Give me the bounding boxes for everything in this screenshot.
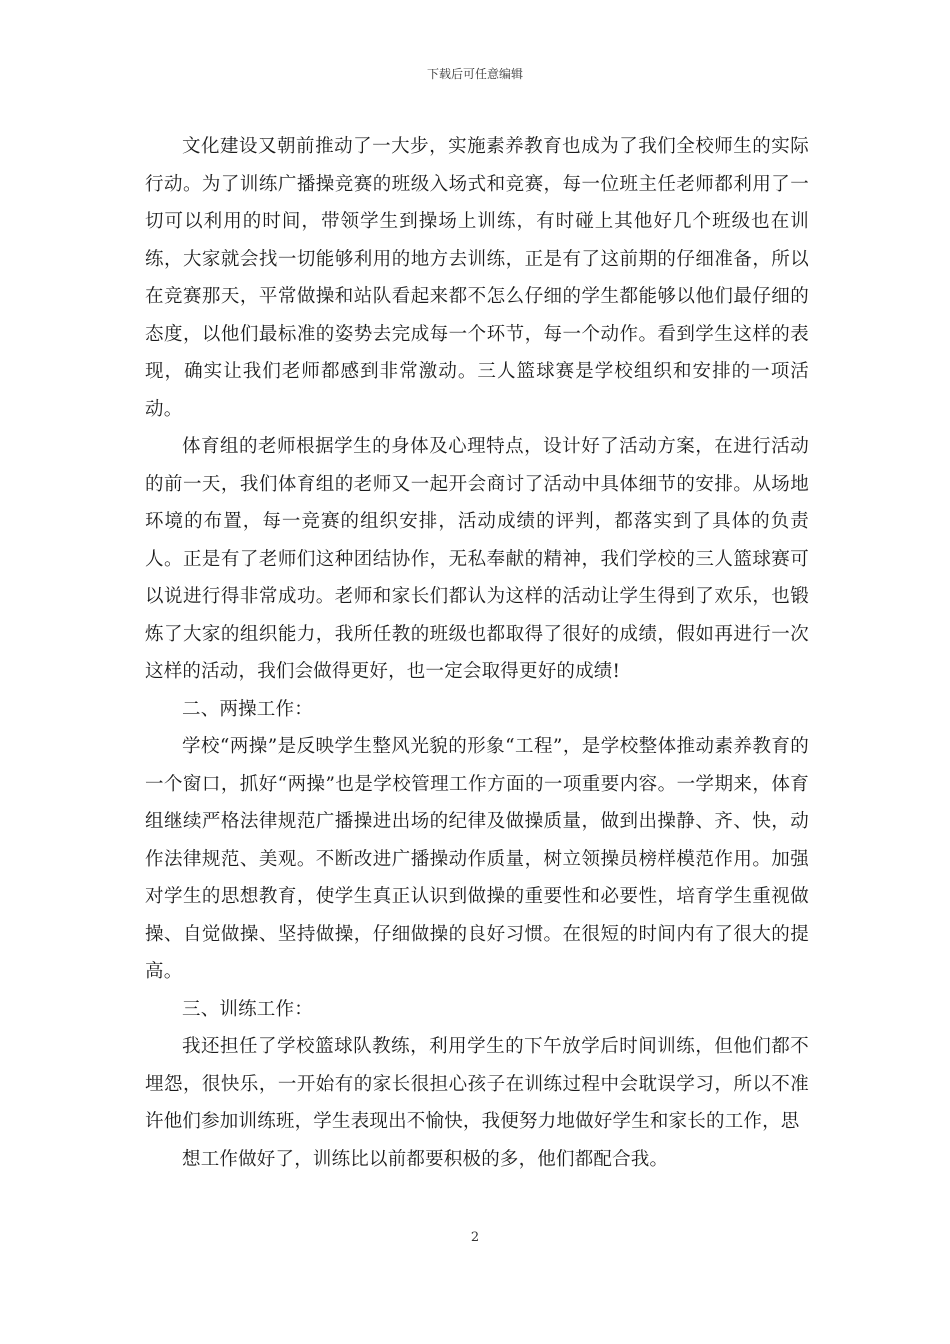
paragraph-pe-group-activity: 体育组的老师根据学生的身体及心理特点，设计好了活动方案，在进行活动的前一天，我们体育组的老师又一起开会商讨了活动中具体细节的安排。从场地环境的布置，每一竞赛的组织安排，活动成绩的评判，都落实到了具体的负责人。正是有了老师们这种团结协作，无私奉献的精神，我们学校的三人篮球赛可以说进行得非常成功。老师和家长们都认为这样的活动让学生得到了欢乐，也锻炼了大家的组织能力，我所任教的班级也都取得了很好的成绩，假如再进行一次这样的活动，我们会做得更好，也一定会取得更好的成绩! xyxy=(145,436,809,682)
document-body xyxy=(145,128,809,1178)
paragraph-two-exercises: 学校“两操”是反映学生整风光貌的形象“工程”，是学校整体推动素养教育的一个窗口，抓好“两操”也是学校管理工作方面的一项重要内容。一学期来，体育组继续严格法律规范广播操进出场的纪律及做操质量，做到出操静、齐、快，动作法律规范、美观。不断改进广播操动作质量，树立领操员榜样模范作用。加强对学生的思想教育，使学生真正认识到做操的重要性和必要性，培育学生重视做操、自觉做操、坚持做操，仔细做操的良好习惯。在很短的时间内有了很大的提高。 xyxy=(145,736,809,982)
paragraph-training-continued: 想工作做好了，训练比以前都要积极的多，他们都配合我。 xyxy=(182,1148,669,1170)
page-number: 2 xyxy=(470,1230,480,1245)
section-heading-two-exercises: 二、两操工作： xyxy=(182,698,313,720)
page-header: 下载后可任意编辑 xyxy=(426,67,523,81)
paragraph-culture-building: 文化建设又朝前推动了一大步，实施素养教育也成为了我们全校师生的实际行动。为了训练广播操竞赛的班级入场式和竞赛，每一位班主任老师都利用了一切可以利用的时间，带领学生到操场上训练，有时碰上其他好几个班级也在训练，大家就会找一切能够利用的地方去训练，正是有了这前期的仔细准备，所以在竞赛那天，平常做操和站队看起来都不怎么仔细的学生都能够以他们最仔细的态度，以他们最标准的姿势去完成每一个环节，每一个动作。看到学生这样的表现，确实让我们老师都感到非常激动。三人篮球赛是学校组织和安排的一项活动。 xyxy=(145,136,809,420)
section-heading-training: 三、训练工作： xyxy=(182,998,313,1020)
paragraph-training: 我还担任了学校篮球队教练，利用学生的下午放学后时间训练，但他们都不埋怨，很快乐，一开始有的家长很担心孩子在训练过程中会耽误学习，所以不准许他们参加训练班，学生表现出不愉快，我便努力地做好学生和家长的工作，思 xyxy=(145,1036,809,1132)
